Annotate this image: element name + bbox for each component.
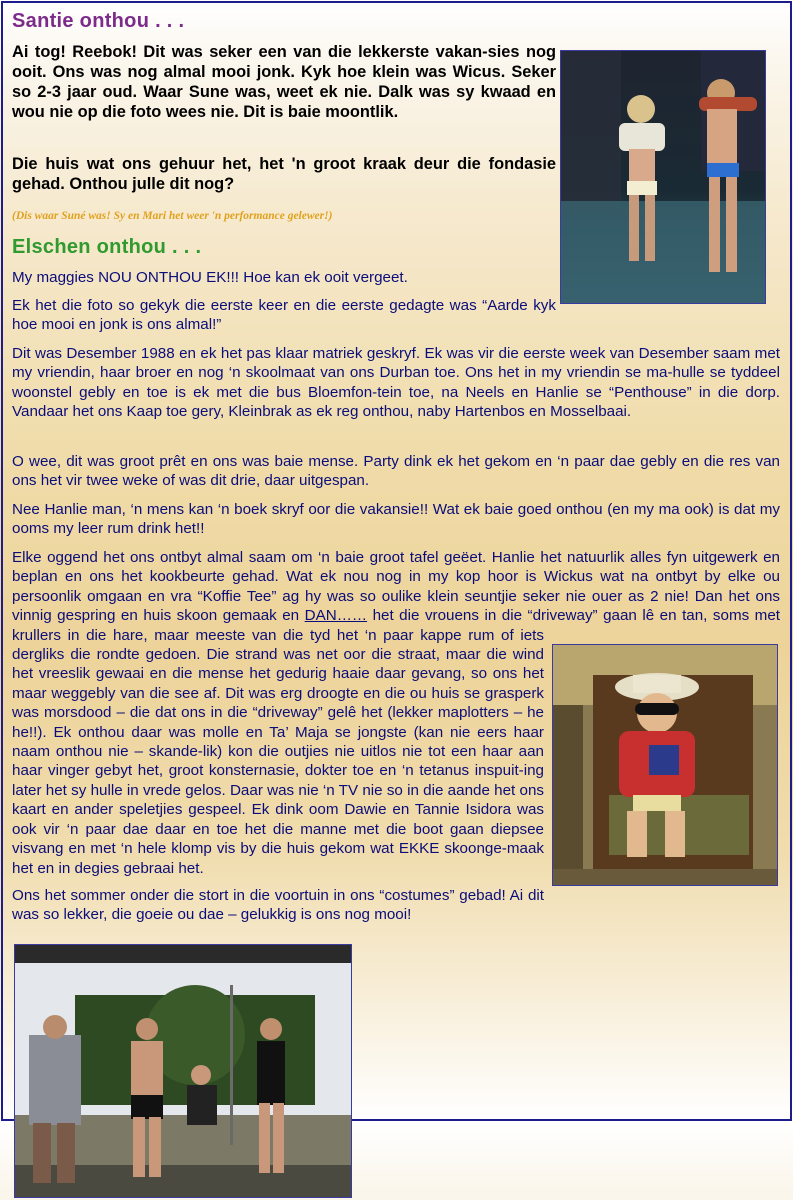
photo-caption: (Dis waar Suné was! Sy en Mari het weer 'n performance gelewer!) [12,210,333,222]
elschen-paragraph-7: Ons het sommer onder die stort in die voortuin in ons “costumes” gebad! Ai dit was so lekker, die goeie ou dae – gelukkig is ons nog mooi! [12,886,544,924]
elschen-paragraph-2: Ek het die foto so gekyk die eerste keer en die eerste gedagte was “Aarde kyk hoe mooi en jonk is ons almal!” [12,297,556,334]
elschen-paragraph-4: O wee, dit was groot prêt en ons was baie mense. Party dink ek het gekom en ‘n paar dae gebly en die res van ons het vir twee weke of was dit drie, daar uitgespan. [12,453,780,490]
photo-adults-outdoor [14,944,352,1198]
elschen-paragraph-5: Nee Hanlie man, ‘n mens kan ‘n boek skryf oor die vakansie!! Wat ek baie goed onthou (en my ma ook) is dat my ooms my leer rum drink het!! [12,501,780,538]
photo-toddler-in-chair [552,644,778,886]
photo-adults-outdoor-wrap [12,944,356,1200]
photo-adults-outdoor-image [15,945,351,1197]
elschen-paragraph-6-text-a: Elke oggend het ons ontbyt almal saam om ‘n baie groot tafel geëet. Hanlie het natuurlik alles fyn uitgewerk en beplan en ons het kookbeurte gehad. Wat ek nou nog in my kop hoor is Wickus wat na ontbyt by elke ou persoonlik omgaan en vra “Koffie Tee” ag hy was so oulike klein seuntjie seker nie ouer as 2 nie! Dan het ons vinnig gespring en huis skoon gemaak en [12,549,780,625]
photo-children-posing [560,50,766,304]
elschen-paragraph-6-text-b: het die vrouens in die “driveway” gaan lê en tan, soms met krullers in die hare, maar meeste van die tyd het ‘n paar kappe rum of iets dergliks die rondte gedoen. Die strand was net oor die straat, maar die wind het vreeslik gewaai en die mense het gedurig haaie daar gevang, so ons het maar weggebly van die see af. Dit was erg droogte en die ou huis se grasperk was morsdood – die dat ons in die “driveway” gelê het (lekker maplotters – he he!!). Ek onthou daar was molle en Ta’ Maja se jongste (kan nie eers haar naam onthou nie – skande-lik) kon die outjies nie uitlos nie tot een haar aan haar vinger gebyt het, groot konsternasie, dokter toe en ‘n tetanus inspuit-ing later het sy hulle in vrede gelos. Daar was nie ‘n TV nie so in die aande het ons kaart en ander speletjies gespeel. Ek dink oom Dawie en Tannie Isidora was ook vir ‘n paar dae daar en toe het die manne met die boot gaan diepsee visvang en met ‘n hele klomp vis by die huis gekom wat EKKE skoonge-maak het en in degies gebraai het. [12,607,780,877]
photo-toddler-wrap [550,644,780,886]
photo-toddler-image [553,645,777,885]
santie-paragraph-1: Ai tog! Reebok! Dit was seker een van die lekkerste vakan-sies nog ooit. Ons was nog almal mooi jonk. Kyk hoe klein was Wicus. Seker so 2-3 jaar oud. Waar Sune was, weet ek nie. Dalk was sy kwaad en wou nie op die foto wees nie. Dit is baie moontlik. [12,43,556,121]
santie-heading: Santie onthou . . . [12,10,185,32]
santie-paragraph-2: Die huis wat ons gehuur het, het 'n groot kraak deur die fondasie gehad. Onthou julle dit nog? [12,155,556,193]
elschen-paragraph-6 [12,548,780,1200]
photo-children-posing-image [561,51,765,303]
elschen-heading: Elschen onthou . . . [12,236,202,258]
elschen-paragraph-6-dan: DAN…… [304,607,368,625]
elschen-paragraph-1: My maggies NOU ONTHOU EK!!! Hoe kan ek ooit vergeet. [12,269,408,286]
elschen-paragraph-3: Dit was Desember 1988 en ek het pas klaar matriek geskryf. Ek was vir die eerste week van Desember saam met my vriendin, haar broer en nog ‘n skoolmaat van ons Durban toe. Ons het in my vriendin se ma-hulle se tyddeel woonstel gebly en toe is ek met die bus Bloemfon-tein toe, na Neels en Hanlie se “Penthouse” in die dorp. Vandaar het ons Kaap toe gery, Kleinbrak as ek reg onthou, naby Hartenbos en Mosselbaai. [12,345,780,421]
